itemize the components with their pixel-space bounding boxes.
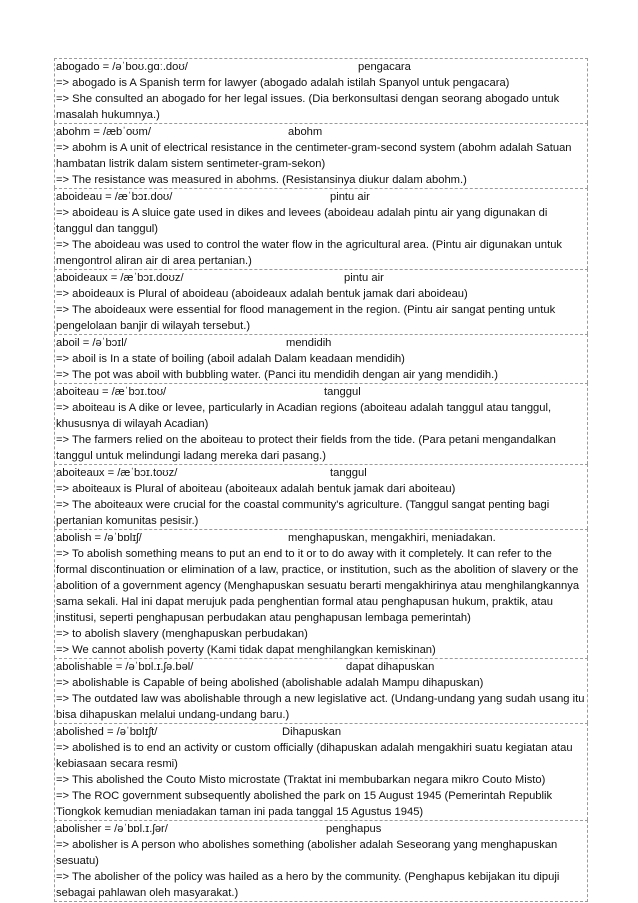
entry-line: => The pot was aboil with bubbling water. (Panci itu mendidih dengan air yang mendidih.) — [56, 369, 498, 381]
entry-translation: dapat dihapuskan — [346, 661, 435, 673]
entry-line: => abolisher is A person who abolishes something (abolisher adalah Seseorang yang menghapuskan sesuatu) — [56, 839, 558, 867]
entry-line: => We cannot abolish poverty (Kami tidak dapat menghilangkan kemiskinan) — [56, 644, 436, 656]
dictionary-entry — [54, 269, 588, 334]
dictionary-entry — [54, 820, 588, 902]
entry-translation: penghapus — [326, 823, 382, 835]
dictionary-entry — [54, 334, 588, 383]
entry-header — [56, 384, 586, 400]
dictionary-page — [54, 58, 588, 902]
entry-line: => The resistance was measured in abohms. (Resistansinya diukur dalam abohm.) — [56, 174, 467, 186]
entry-line: => aboideaux is Plural of aboideau (aboideaux adalah bentuk jamak dari aboideau) — [56, 288, 468, 300]
entry-line: => aboiteau is A dike or levee, particularly in Acadian regions (aboiteau adalah tanggul atau tanggul, khususnya di wilayah Acadian) — [56, 402, 552, 430]
entry-line: => abolishable is Capable of being abolished (abolishable adalah Mampu dihapuskan) — [56, 677, 484, 689]
entry-line: => The farmers relied on the aboiteau to protect their fields from the tide. (Para petani mengandalkan tanggul untuk melindungi ladang mereka dari pasang.) — [56, 434, 556, 462]
entry-term: abolish = /əˈbɒlɪʃ/ — [56, 532, 142, 544]
entry-line: => To abolish something means to put an end to it or to do away with it completely. It can refer to the formal discontinuation or elimination of a law, practice, or institution, such as the abolition of slavery or the abolition of a government agency (Menghapuskan sesuatu berarti mengakhirinya atau menghilangkannya sama sekali. Hal ini dapat merujuk pada penghentian formal atau penghapusan hukum, praktik, atau institusi, seperti penghapusan perbudakan atau penghapusan lembaga pemerintah) — [56, 548, 580, 624]
dictionary-entry — [54, 529, 588, 658]
entry-term: abogado = /əˈboʊ.ɡɑː.doʊ/ — [56, 61, 188, 73]
entry-translation: pintu air — [344, 272, 384, 284]
entry-translation: Dihapuskan — [282, 726, 342, 738]
entry-header — [56, 270, 586, 286]
entry-line: => to abolish slavery (menghapuskan perbudakan) — [56, 628, 308, 640]
entry-header — [56, 59, 586, 75]
entry-term: aboideau = /æˈbɔɪ.doʊ/ — [56, 191, 173, 203]
entry-header — [56, 724, 586, 740]
dictionary-entry — [54, 658, 588, 723]
entry-translation: tanggul — [330, 467, 367, 479]
entry-line: => The outdated law was abolishable through a new legislative act. (Undang-undang yang sudah usang itu bisa dihapuskan melalui undang-undang baru.) — [56, 693, 585, 721]
entry-header — [56, 189, 586, 205]
entry-term: abolishable = /əˈbɒl.ɪ.ʃə.bəl/ — [56, 661, 194, 673]
dictionary-entry — [54, 58, 588, 123]
entry-header — [56, 335, 586, 351]
entry-line: => The ROC government subsequently abolished the park on 15 August 1945 (Pemerintah Republik Tiongkok kemudian meniadakan taman ini pada tanggal 15 Agustus 1945) — [56, 790, 553, 818]
entry-header — [56, 124, 586, 140]
entry-term: aboiteaux = /æˈbɔɪ.toʊz/ — [56, 467, 178, 479]
entry-header — [56, 465, 586, 481]
entry-term: abohm = /æbˈoʊm/ — [56, 126, 151, 138]
entry-term: aboil = /əˈbɔɪl/ — [56, 337, 127, 349]
entry-line: => The abolisher of the policy was hailed as a hero by the community. (Penghapus kebijakan itu dipuji sebagai pahlawan oleh masyarakat.) — [56, 871, 560, 899]
entry-term: abolisher = /əˈbɒl.ɪ.ʃər/ — [56, 823, 168, 835]
dictionary-entry — [54, 123, 588, 188]
dictionary-entry — [54, 464, 588, 529]
dictionary-entry — [54, 188, 588, 269]
entry-header — [56, 659, 586, 675]
entry-line: => abolished is to end an activity or custom officially (dihapuskan adalah mengakhiri suatu kegiatan atau kebiasaan secara resmi) — [56, 742, 573, 770]
entry-line: => The aboideau was used to control the water flow in the agricultural area. (Pintu air digunakan untuk mengontrol aliran air di area pertanian.) — [56, 239, 563, 267]
entry-term: aboideaux = /æˈbɔɪ.doʊz/ — [56, 272, 184, 284]
entry-term: abolished = /əˈbɒlɪʃt/ — [56, 726, 158, 738]
entry-line: => aboiteaux is Plural of aboiteau (aboiteaux adalah bentuk jamak dari aboiteau) — [56, 483, 456, 495]
entry-line: => This abolished the Couto Misto microstate (Traktat ini membubarkan negara mikro Couto Misto) — [56, 774, 546, 786]
dictionary-entry — [54, 383, 588, 464]
dictionary-entry — [54, 723, 588, 820]
entry-line: => abogado is A Spanish term for lawyer (abogado adalah istilah Spanyol untuk pengacara) — [56, 77, 510, 89]
entry-translation: tanggul — [324, 386, 361, 398]
entry-translation: pengacara — [358, 61, 411, 73]
entry-translation: menghapuskan, mengakhiri, meniadakan. — [288, 532, 496, 544]
entry-translation: abohm — [288, 126, 323, 138]
entry-header — [56, 821, 586, 837]
entry-translation: mendidih — [286, 337, 332, 349]
entry-line: => The aboiteaux were crucial for the coastal community's agriculture. (Tanggul sangat penting bagi pertanian komunitas pesisir.) — [56, 499, 550, 527]
entry-line: => aboideau is A sluice gate used in dikes and levees (aboideau adalah pintu air yang digunakan di tanggul dan tanggul) — [56, 207, 548, 235]
entry-line: => abohm is A unit of electrical resistance in the centimeter-gram-second system (abohm adalah Satuan hambatan listrik dalam sistem sentimeter-gram-sekon) — [56, 142, 572, 170]
entry-translation: pintu air — [330, 191, 370, 203]
entry-header — [56, 530, 586, 546]
entry-line: => aboil is In a state of boiling (aboil adalah Dalam keadaan mendidih) — [56, 353, 405, 365]
entry-line: => The aboideaux were essential for flood management in the region. (Pintu air sangat penting untuk pengelolaan banjir di wilayah tersebut.) — [56, 304, 556, 332]
entry-term: aboiteau = /æˈbɔɪ.toʊ/ — [56, 386, 167, 398]
entry-line: => She consulted an abogado for her legal issues. (Dia berkonsultasi dengan seorang abogado untuk masalah hukumnya.) — [56, 93, 560, 121]
